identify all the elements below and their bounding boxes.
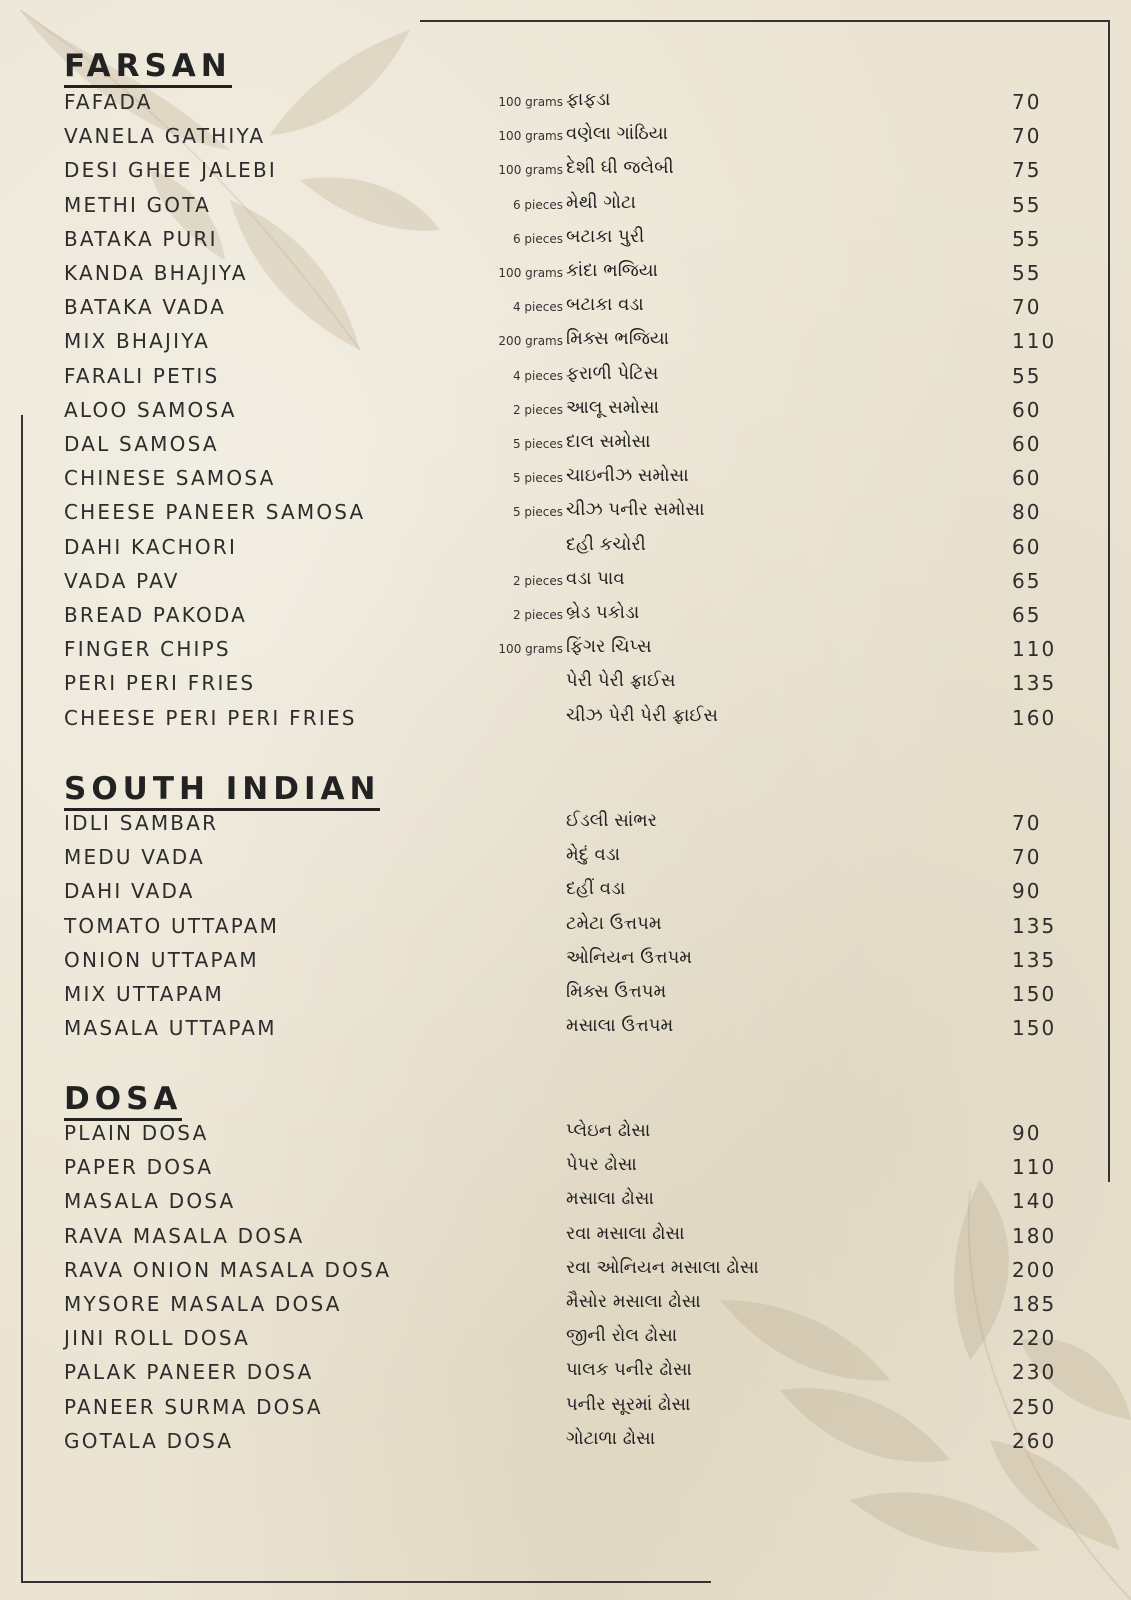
item-name: MASALA DOSA — [64, 1189, 236, 1214]
item-name-gujarati: મિક્સ ઉત્તપમ — [566, 981, 667, 1002]
item-price: 70 — [1012, 811, 1042, 835]
item-name: KANDA BHAJIYA — [64, 261, 248, 285]
item-name-gujarati: દાલ સમોસા — [566, 431, 651, 452]
item-name: ONION UTTAPAM — [64, 947, 259, 972]
item-name: MIX BHAJIYA — [64, 329, 210, 354]
menu-item-row — [0, 1011, 1131, 1045]
menu-item-row — [0, 598, 1131, 632]
item-price: 65 — [1012, 568, 1042, 593]
menu-item-row — [0, 564, 1131, 598]
item-quantity: 100 grams — [498, 642, 563, 657]
menu-item-row — [0, 427, 1131, 461]
menu-item-row — [0, 806, 1131, 840]
item-name-gujarati: મિક્સ ભજિયા — [566, 328, 670, 350]
item-name: PLAIN DOSA — [64, 1121, 209, 1145]
item-price: 150 — [1012, 982, 1057, 1006]
item-name-gujarati: મેથી ગોટા — [566, 191, 636, 213]
item-name: IDLI SAMBAR — [64, 811, 219, 835]
menu-item-row — [0, 461, 1131, 495]
item-name-gujarati: ગોટાળા ઢોસા — [566, 1427, 656, 1449]
item-name: TOMATO UTTAPAM — [64, 913, 280, 938]
item-name: CHINESE SAMOSA — [64, 466, 276, 491]
item-name: VADA PAV — [64, 568, 180, 593]
frame-line-bottom — [21, 1581, 711, 1583]
item-price: 55 — [1012, 226, 1042, 251]
item-name-gujarati: વણેલા ગાંઠિયા — [566, 123, 668, 145]
item-price: 180 — [1012, 1223, 1057, 1248]
item-quantity: 200 grams — [498, 334, 563, 349]
item-name: FINGER CHIPS — [64, 637, 231, 662]
menu-item-row — [0, 85, 1131, 119]
item-price: 65 — [1012, 603, 1042, 627]
item-price: 70 — [1012, 124, 1042, 149]
item-name-gujarati: દહીં વડા — [566, 878, 626, 900]
item-price: 60 — [1012, 397, 1042, 422]
item-price: 135 — [1012, 947, 1057, 972]
menu-item-row — [0, 153, 1131, 187]
item-name: FAFADA — [64, 90, 153, 114]
item-name: MEDU VADA — [64, 845, 205, 870]
item-name: MYSORE MASALA DOSA — [64, 1292, 342, 1316]
item-quantity: 6 pieces — [512, 197, 563, 212]
item-name-gujarati: જીની રોલ ઢોસા — [566, 1325, 678, 1347]
item-price: 150 — [1012, 1016, 1057, 1041]
item-quantity: 100 grams — [498, 95, 563, 109]
item-name: PANEER SURMA DOSA — [64, 1394, 323, 1419]
item-name-gujarati: મસાલા ઢોસા — [566, 1188, 654, 1210]
item-price: 55 — [1012, 192, 1042, 217]
item-name-gujarati: ફરાળી પેટિસ — [566, 362, 659, 384]
item-price: 55 — [1012, 363, 1042, 388]
menu-item-row — [0, 1390, 1131, 1424]
item-price: 110 — [1012, 329, 1057, 354]
menu-item-row — [0, 256, 1131, 290]
menu-item-row — [0, 1184, 1131, 1218]
frame-line-top — [420, 20, 1109, 22]
item-price: 70 — [1012, 295, 1042, 320]
item-name: METHI GOTA — [64, 192, 211, 217]
menu-item-row — [0, 1321, 1131, 1355]
menu-item-row — [0, 1355, 1131, 1389]
item-price: 160 — [1012, 705, 1057, 730]
menu-item-row — [0, 874, 1131, 908]
item-price: 55 — [1012, 261, 1042, 285]
item-price: 60 — [1012, 432, 1042, 456]
item-name-gujarati: બટાકા પુરી — [566, 225, 645, 247]
item-name-gujarati: કાંદા ભજિયા — [566, 260, 658, 281]
item-name-gujarati: પ્લેઇન ઢોસા — [566, 1120, 651, 1141]
item-name: FARALI PETIS — [64, 363, 220, 388]
item-name-gujarati: દહી કચોરી — [566, 533, 646, 555]
item-name: PAPER DOSA — [64, 1155, 214, 1180]
item-name: CHEESE PERI PERI FRIES — [64, 705, 357, 730]
item-name-gujarati: મસાલા ઉત્તપમ — [566, 1015, 674, 1037]
menu-item-row — [0, 324, 1131, 358]
item-quantity: 2 pieces — [512, 608, 563, 622]
item-quantity: 100 grams — [498, 266, 563, 280]
menu-item-row — [0, 290, 1131, 324]
item-name: MASALA UTTAPAM — [64, 1016, 277, 1041]
item-name: BREAD PAKODA — [64, 603, 248, 627]
item-price: 140 — [1012, 1189, 1057, 1214]
item-name-gujarati: વડા પાવ — [566, 567, 625, 589]
menu-item-row — [0, 393, 1131, 427]
item-quantity: 100 grams — [498, 163, 563, 178]
section-title: FARSAN — [64, 48, 232, 88]
item-price: 250 — [1012, 1394, 1057, 1419]
menu-item-row — [0, 188, 1131, 222]
section-title: DOSA — [64, 1081, 182, 1121]
item-name: JINI ROLL DOSA — [64, 1326, 250, 1351]
item-name: MIX UTTAPAM — [64, 982, 224, 1006]
item-quantity: 4 pieces — [512, 300, 563, 315]
item-quantity: 6 pieces — [512, 231, 563, 246]
menu-item-row — [0, 119, 1131, 153]
menu-item-row — [0, 1219, 1131, 1253]
menu-item-row — [0, 977, 1131, 1011]
item-price: 90 — [1012, 879, 1042, 904]
item-name-gujarati: બટાકા વડા — [566, 294, 644, 316]
menu-item-row — [0, 666, 1131, 700]
item-price: 90 — [1012, 1121, 1042, 1145]
item-price: 60 — [1012, 534, 1042, 559]
menu-item-row — [0, 701, 1131, 735]
item-name-gujarati: ચાઇનીઝ સમોસા — [566, 465, 689, 487]
menu-item-row — [0, 1116, 1131, 1150]
item-price: 260 — [1012, 1428, 1057, 1453]
item-name-gujarati: ટમેટા ઉત્તપમ — [566, 912, 662, 934]
item-price: 60 — [1012, 466, 1042, 491]
menu-item-row — [0, 632, 1131, 666]
item-name-gujarati: પનીર સૂરમાં ઢોસા — [566, 1393, 691, 1415]
item-name: BATAKA PURI — [64, 226, 218, 251]
item-name-gujarati: ચીઝ પેરી પેરી ફ્રાઈસ — [566, 704, 718, 726]
item-name-gujarati: મેદું વડા — [566, 844, 620, 866]
item-name: VANELA GATHIYA — [64, 124, 266, 149]
menu-item-row — [0, 840, 1131, 874]
item-name-gujarati: રવા ઓનિયન મસાલા ઢોસા — [566, 1256, 759, 1278]
menu-item-row — [0, 1253, 1131, 1287]
item-price: 80 — [1012, 500, 1042, 525]
menu-item-row — [0, 1150, 1131, 1184]
menu-item-row — [0, 943, 1131, 977]
item-name: PALAK PANEER DOSA — [64, 1360, 314, 1385]
item-name: DESI GHEE JALEBI — [64, 158, 277, 183]
item-price: 220 — [1012, 1326, 1057, 1351]
item-name: GOTALA DOSA — [64, 1428, 234, 1453]
item-name-gujarati: ફિંગર ચિપ્સ — [566, 636, 652, 658]
item-name: DAHI VADA — [64, 879, 195, 904]
item-name-gujarati: મૈસોર મસાલા ઢોસા — [566, 1291, 701, 1312]
item-quantity: 2 pieces — [512, 402, 563, 417]
item-name-gujarati: બ્રેડ પકોડા — [566, 602, 640, 623]
item-name-gujarati: પેપર ઢોસા — [566, 1154, 637, 1176]
item-name-gujarati: ઓનિયન ઉત્તપમ — [566, 946, 692, 968]
item-name: ALOO SAMOSA — [64, 397, 237, 422]
item-quantity: 5 pieces — [512, 437, 563, 451]
item-price: 110 — [1012, 1155, 1057, 1180]
menu-item-row — [0, 495, 1131, 529]
item-name-gujarati: પેરી પેરી ફ્રાઈસ — [566, 670, 676, 692]
item-price: 230 — [1012, 1360, 1057, 1385]
item-price: 135 — [1012, 671, 1057, 696]
item-price: 70 — [1012, 90, 1042, 114]
item-quantity: 4 pieces — [512, 368, 563, 383]
item-price: 135 — [1012, 913, 1057, 938]
item-price: 200 — [1012, 1257, 1057, 1282]
item-name: PERI PERI FRIES — [64, 671, 256, 696]
item-quantity: 2 pieces — [512, 573, 563, 588]
item-price: 70 — [1012, 845, 1042, 870]
item-name-gujarati: ફાફડા — [566, 89, 611, 110]
item-name: RAVA MASALA DOSA — [64, 1223, 305, 1248]
section-title: SOUTH INDIAN — [64, 771, 380, 811]
menu-item-row — [0, 359, 1131, 393]
item-name: CHEESE PANEER SAMOSA — [64, 500, 366, 525]
menu-item-row — [0, 222, 1131, 256]
item-quantity: 5 pieces — [512, 471, 563, 486]
item-name-gujarati: રવા મસાલા ઢોસા — [566, 1222, 685, 1244]
item-name-gujarati: ઈડલી સાંભર — [566, 810, 657, 831]
item-price: 110 — [1012, 637, 1057, 662]
item-price: 185 — [1012, 1292, 1057, 1316]
item-name-gujarati: દેશી ઘી જલેબી — [566, 157, 674, 179]
item-name: BATAKA VADA — [64, 295, 227, 320]
item-name-gujarati: પાલક પનીર ઢોસા — [566, 1359, 692, 1381]
menu-item-row — [0, 1287, 1131, 1321]
menu-item-row — [0, 1424, 1131, 1458]
item-quantity: 5 pieces — [512, 505, 563, 520]
item-name: DAHI KACHORI — [64, 534, 238, 559]
menu-item-row — [0, 909, 1131, 943]
menu-item-row — [0, 530, 1131, 564]
item-name: DAL SAMOSA — [64, 432, 219, 456]
item-price: 75 — [1012, 158, 1042, 183]
item-name: RAVA ONION MASALA DOSA — [64, 1257, 392, 1282]
item-quantity: 100 grams — [498, 129, 563, 144]
item-name-gujarati: ચીઝ પનીર સમોસા — [566, 499, 705, 521]
item-name-gujarati: આલૂ સમોસા — [566, 396, 660, 418]
